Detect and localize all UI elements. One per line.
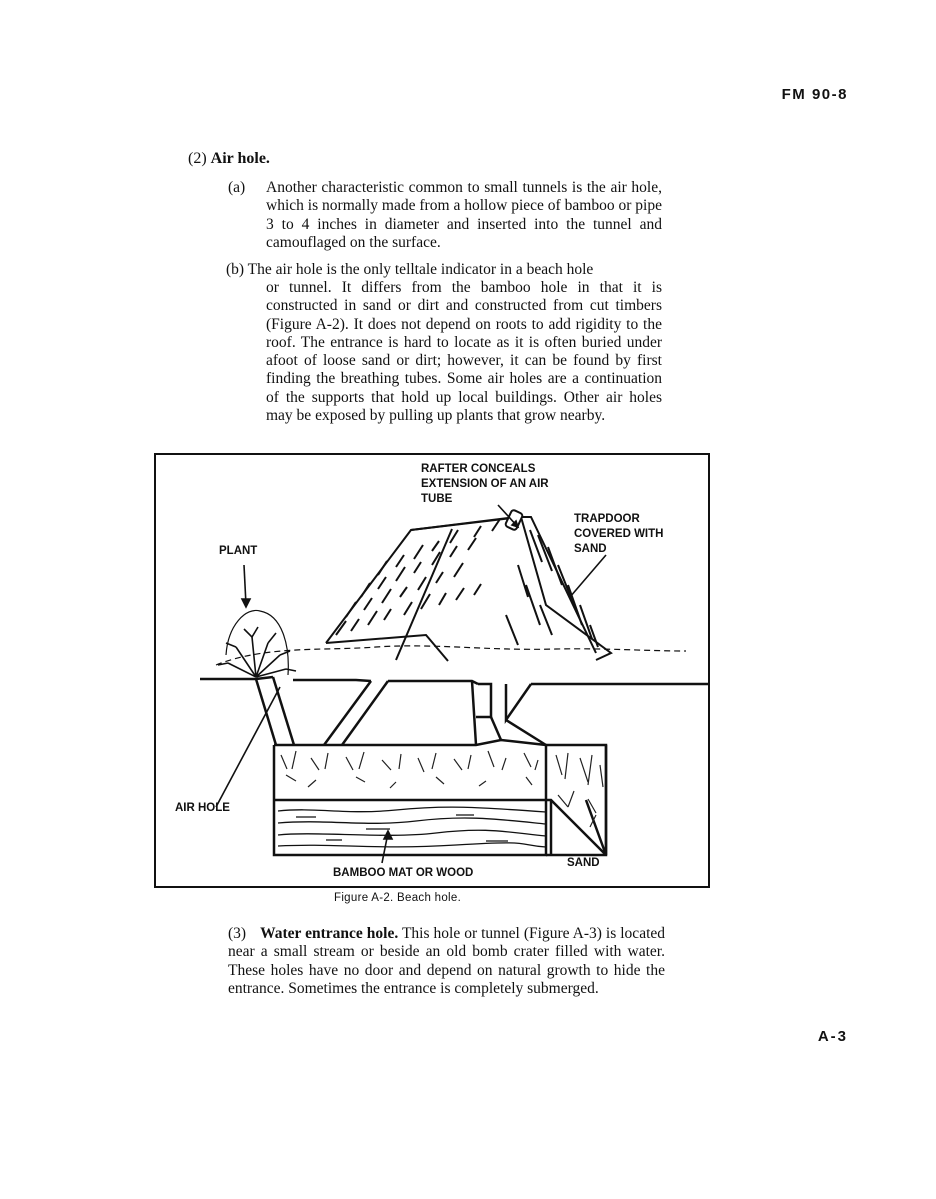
para-a-marker: (a) — [228, 179, 246, 196]
label-bamboo-mat: BAMBOO MAT OR WOOD — [333, 867, 474, 879]
air-tube — [505, 509, 523, 530]
sand-texture — [281, 751, 603, 827]
para-a-text: Another characteristic common to small tunnels is the air hole, which is normally made from a hollow piece of bamboo or pipe 3 to 4 inches in diameter and inserted into the tunnel and camouflaged on the surface. — [266, 179, 662, 251]
para-b-first-line: (b) The air hole is the only telltale indicator in a beach hole — [226, 261, 594, 278]
para-3-marker: (3) — [228, 925, 247, 942]
page-number: A-3 — [817, 1028, 848, 1045]
manual-id-header: FM 90-8 — [781, 86, 848, 103]
section-heading — [188, 150, 270, 168]
bamboo-mat-planks — [278, 807, 546, 847]
beach-hole-figure — [154, 453, 710, 888]
para-3 — [228, 925, 665, 998]
para-3-title: Water entrance hole. — [260, 925, 399, 942]
label-rafter: RAFTER CONCEALS EXTENSION OF AN AIR TUBE — [421, 463, 549, 505]
figure-caption: Figure A-2. Beach hole. — [334, 892, 462, 904]
para-b-text: or tunnel. It differs from the bamboo hole in that it is constructed in sand or dirt and constructed from cut timbers (Figure A-2). It does not depend on roots to add rigidity to the roof. The entrance is hard to locate as it is often buried under afoot of loose sand or dirt; however, it can be found by first finding the breathing tubes. Some air holes are a continuation of the supports that hold up local buildings. Other air holes may be exposed by pulling up plants that grow nearby. — [266, 279, 662, 425]
air-hole-shafts — [256, 677, 388, 745]
section-number: (2) — [188, 150, 207, 167]
plant — [218, 610, 296, 677]
entrance-shaft — [472, 681, 546, 745]
roof-hatching — [336, 519, 598, 647]
section-title: Air hole. — [210, 150, 270, 167]
label-sand: SAND — [567, 857, 600, 869]
label-plant: PLANT — [219, 545, 258, 557]
label-trapdoor: TRAPDOOR COVERED WITH SAND — [574, 513, 664, 555]
label-air-hole: AIR HOLE — [175, 802, 230, 814]
ground-line — [200, 646, 708, 684]
para-3-text: This hole or tunnel (Figure A-3) is located near a small stream or beside an old bomb crater filled with water. These holes have no door and depend on natural growth to hide the entrance. Sometimes the entrance is completely submerged. — [228, 925, 666, 997]
